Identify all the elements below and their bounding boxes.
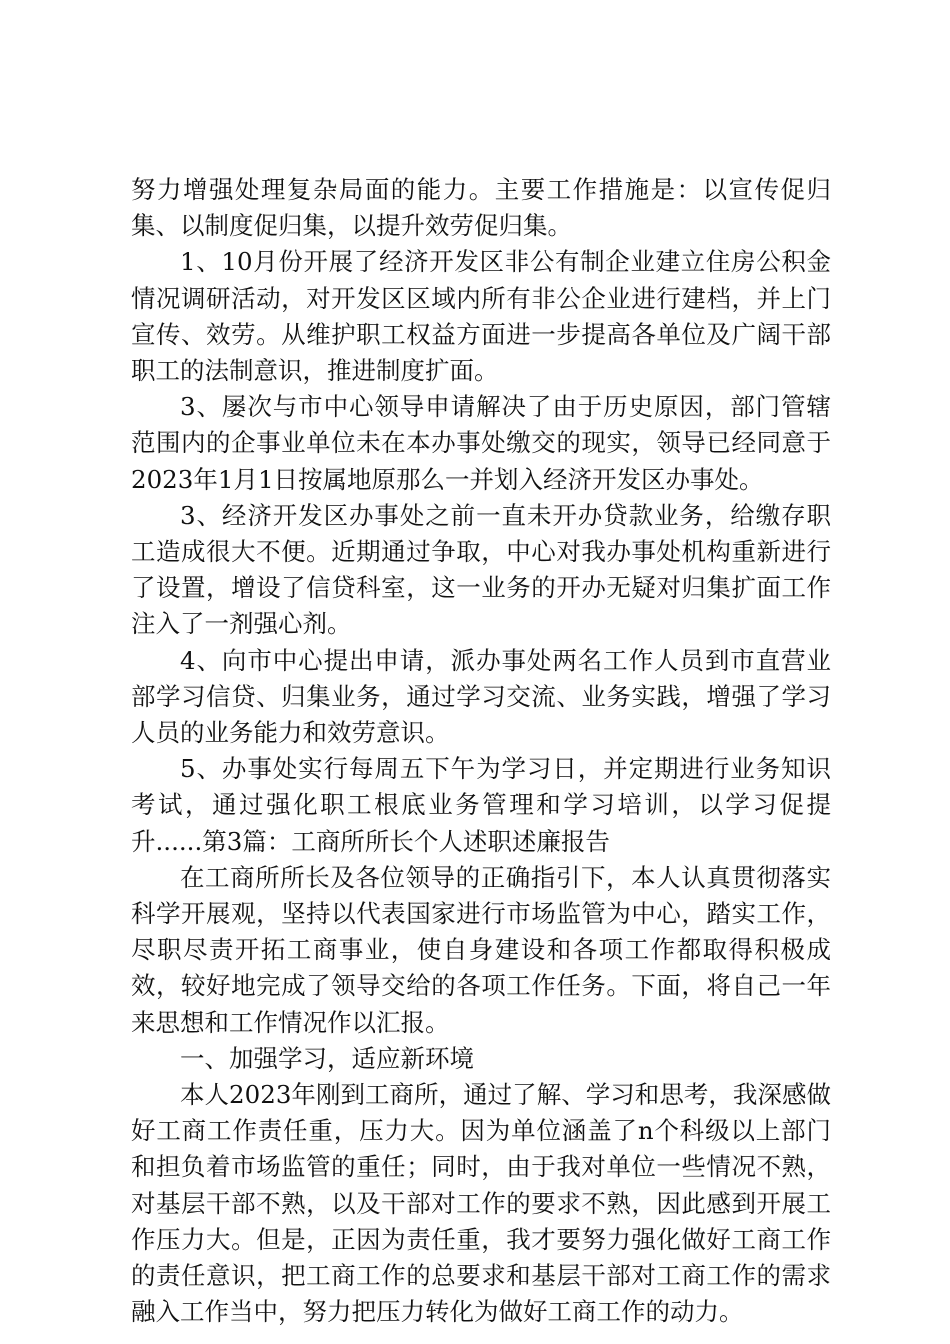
paragraph-work-measures: 努力增强处理复杂局面的能力。主要工作措施是：以宣传促归集、以制度促归集，以提升效劳促归集。 bbox=[131, 175, 831, 241]
paragraph-item-1: 1、10月份开展了经济开发区非公有制企业建立住房公积金情况调研活动，对开发区区域内所有非公企业进行建档，并上门宣传、效劳。从维护职工权益方面进一步提高各单位及广阔干部职工的法制意识，推进制度扩面。 bbox=[131, 247, 831, 386]
paragraph-item-4: 4、向市中心提出申请，派办事处两名工作人员到市直营业部学习信贷、归集业务，通过学习交流、业务实践，增强了学习人员的业务能力和效劳意识。 bbox=[131, 645, 831, 748]
document-page bbox=[131, 172, 831, 1331]
paragraph-item-5: 5、办事处实行每周五下午为学习日，并定期进行业务知识考试，通过强化职工根底业务管理和学习培训，以学习促提升......第3篇：工商所所长个人述职述廉报告 bbox=[131, 754, 831, 856]
section-heading-study: 一、加强学习，适应新环境 bbox=[180, 1043, 474, 1073]
paragraph-item-3b: 3、经济开发区办事处之前一直未开办贷款业务，给缴存职工造成很大不便。近期通过争取，中心对我办事处机构重新进行了设置，增设了信贷科室，这一业务的开办无疑对归集扩面工作注入了一剂强心剂。 bbox=[131, 500, 831, 639]
paragraph-item-3a: 3、屡次与市中心领导申请解决了由于历史原因，部门管辖范围内的企事业单位未在本办事处缴交的现实，领导已经同意于2023年1月1日按属地原那么一并划入经济开发区办事处。 bbox=[131, 392, 831, 494]
paragraph-report-intro: 在工商所所长及各位领导的正确指引下，本人认真贯彻落实科学开展观，坚持以代表国家进行市场监管为中心，踏实工作，尽职尽责开拓工商事业，使自身建设和各项工作都取得积极成效，较好地完成了领导交给的各项工作任务。下面，将自己一年来思想和工作情况作以汇报。 bbox=[131, 862, 831, 1037]
paragraph-study-body: 本人2023年刚到工商所，通过了解、学习和思考，我深感做好工商工作责任重，压力大。因为单位涵盖了n个科级以上部门和担负着市场监管的重任；同时，由于我对单位一些情况不熟，对基层干部不熟，以及干部对工作的要求不熟，因此感到开展工作压力大。但是，正因为责任重，我才要努力强化做好工商工作的责任意识，把工商工作的总要求和基层干部对工商工作的需求融入工作当中，努力把压力转化为做好工商工作的动力。 bbox=[131, 1080, 831, 1327]
